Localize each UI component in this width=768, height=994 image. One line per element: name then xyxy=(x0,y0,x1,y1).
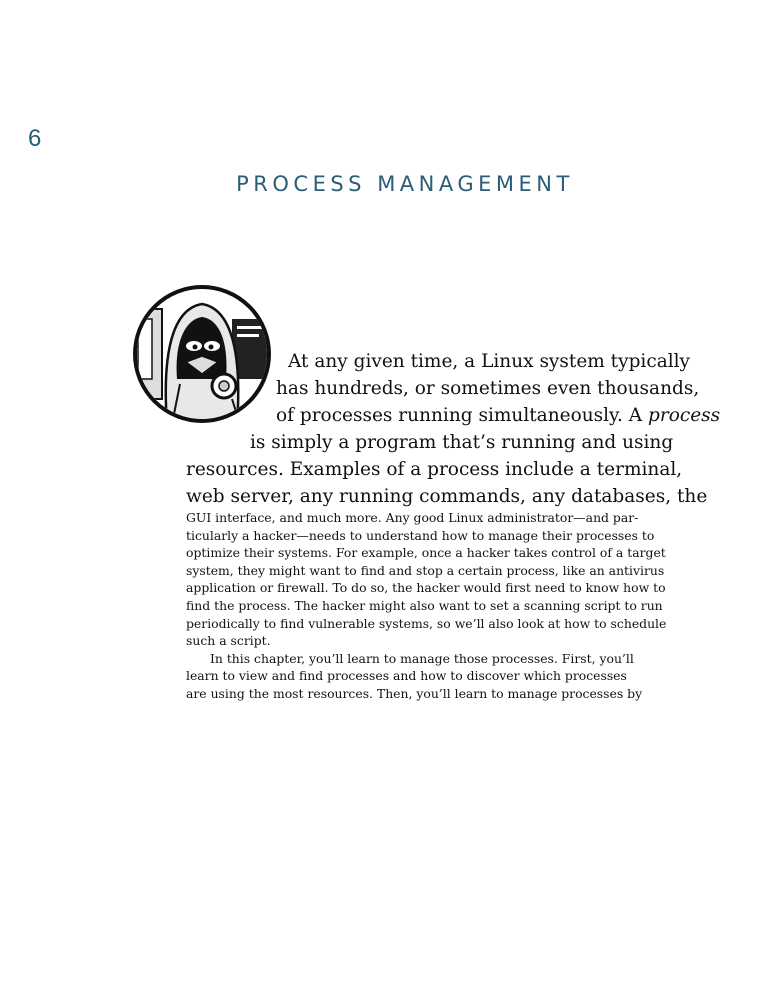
body-line: system, they might want to find and stop a certain process, like an antivirus xyxy=(186,562,665,578)
body-line: ticularly a hacker—needs to understand how to manage their processes to xyxy=(186,527,655,543)
intro-line-1: At any given time, a Linux system typically xyxy=(288,351,691,372)
body-line: such a script. xyxy=(186,633,271,649)
body-text xyxy=(186,509,726,703)
intro-line-6: web server, any running commands, any databases, the xyxy=(186,486,708,507)
body-line: are using the most resources. Then, you’ll learn to manage processes by xyxy=(186,685,643,701)
hacker-penguin-illustration xyxy=(132,284,272,424)
body-line: application or firewall. To do so, the hacker would first need to know how to xyxy=(186,580,666,596)
intro-line-3-text: of processes running simultaneously. A xyxy=(276,405,649,426)
body-line: optimize their systems. For example, once a hacker takes control of a target xyxy=(186,545,666,561)
body-line: GUI interface, and much more. Any good Linux administrator—and par- xyxy=(186,510,639,525)
body-line: In this chapter, you’ll learn to manage those processes. First, you’ll xyxy=(210,650,634,666)
body-line: periodically to find vulnerable systems, so we’ll also look at how to schedule xyxy=(186,615,667,631)
intro-line-4: is simply a program that’s running and using xyxy=(250,432,674,453)
intro-line-2: has hundreds, or sometimes even thousands, xyxy=(276,378,700,399)
body-line: learn to view and find processes and how to discover which processes xyxy=(186,668,627,684)
process-term: process xyxy=(648,405,721,426)
chapter-number: 6 xyxy=(28,125,42,152)
body-line: find the process. The hacker might also want to set a scanning script to run xyxy=(186,597,663,613)
intro-line-5: resources. Examples of a process include a terminal, xyxy=(186,459,683,480)
intro-line-3 xyxy=(276,402,720,430)
chapter-title: PROCESS MANAGEMENT xyxy=(236,172,574,196)
